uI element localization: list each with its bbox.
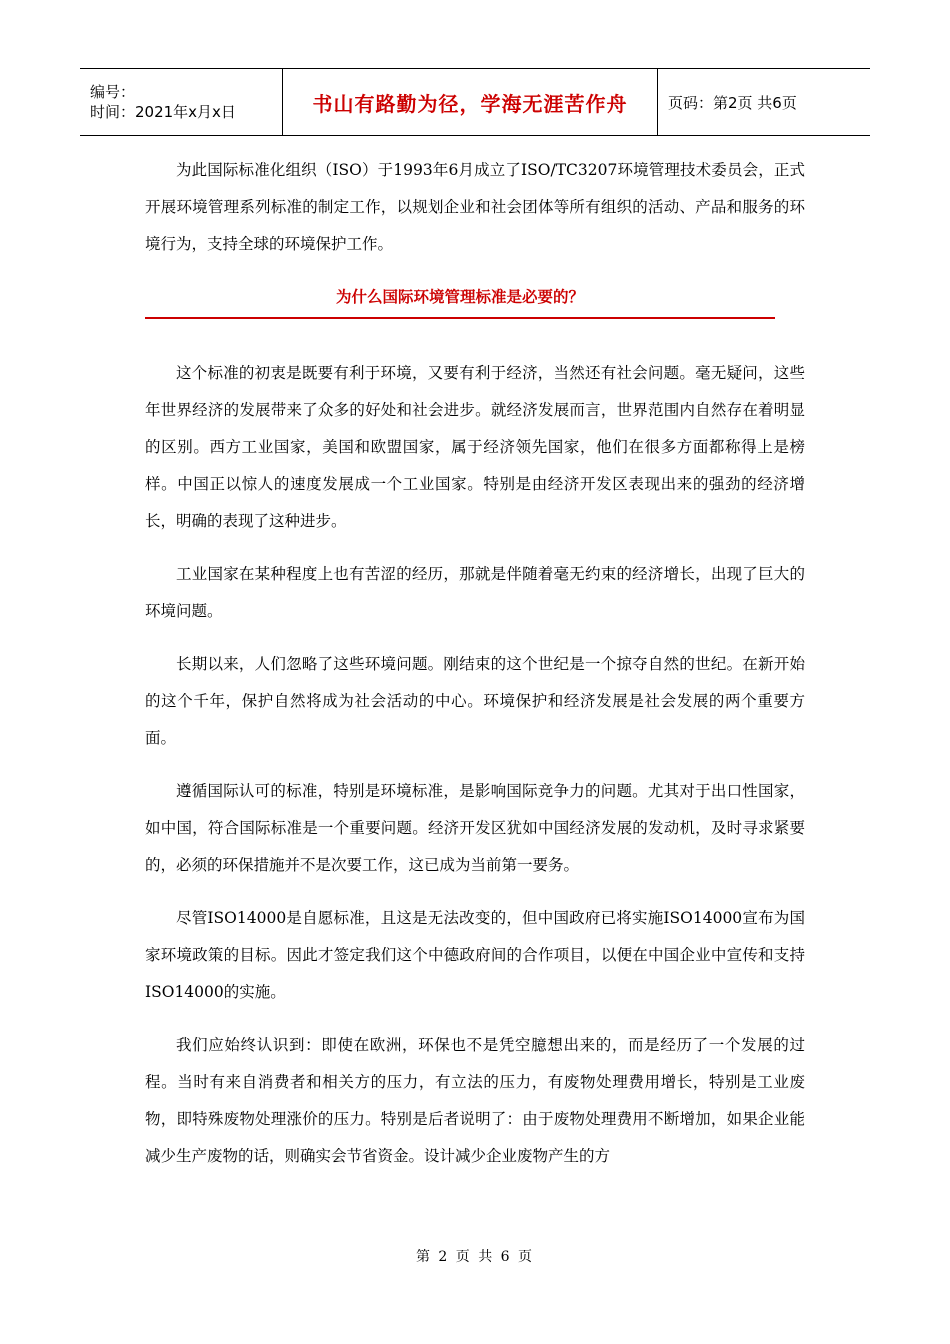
section-heading-block	[145, 285, 775, 319]
body-paragraph: 这个标准的初衷是既要有利于环境，又要有利于经济，当然还有社会问题。毫无疑问，这些年世界经济的发展带来了众多的好处和社会进步。就经济发展而言，世界范围内自然存在着明显的区别。西方工业国家，美国和欧盟国家，属于经济领先国家，他们在很多方面都称得上是榜样。中国正以惊人的速度发展成一个工业国家。特别是由经济开发区表现出来的强劲的经济增长，明确的表现了这种进步。	[145, 364, 805, 530]
body-paragraph: 长期以来，人们忽略了这些环境问题。刚结束的这个世纪是一个掠夺自然的世纪。在新开始的这个千年，保护自然将成为社会活动的中心。环境保护和经济发展是社会发展的两个重要方面。	[145, 655, 805, 747]
section-heading: 为什么国际环境管理标准是必要的？	[145, 285, 775, 319]
intro-paragraph: 为此国际标准化组织（ISO）于1993年6月成立了ISO/TC3207环境管理技术委员会，正式开展环境管理系列标准的制定工作，以规划企业和社会团体等所有组织的活动、产品和服务的环境行为，支持全球的环境保护工作。	[145, 161, 805, 253]
header-motto: 书山有路勤为径，学海无涯苦作舟	[312, 91, 628, 116]
document-number-label: 编号：	[90, 83, 136, 101]
footer-page-number: 第 2 页 共 6 页	[415, 1249, 535, 1265]
header-page-info: 页码：第2页 共6页	[668, 93, 797, 112]
page-footer	[0, 1246, 950, 1266]
header-meta	[80, 69, 282, 135]
body-paragraph: 遵循国际认可的标准，特别是环境标准，是影响国际竞争力的问题。尤其对于出口性国家，如中国，符合国际标准是一个重要问题。经济开发区犹如中国经济发展的发动机，及时寻求紧要的，必须的环保措施并不是次要工作，这已成为当前第一要务。	[145, 782, 805, 874]
header-page-info-cell	[658, 69, 870, 135]
document-date: 时间：2021年x月x日	[90, 103, 236, 121]
header-motto-cell	[282, 69, 658, 135]
body-paragraph: 工业国家在某种程度上也有苦涩的经历，那就是伴随着毫无约束的经济增长，出现了巨大的环境问题。	[145, 565, 805, 620]
body-paragraph: 尽管ISO14000是自愿标准，且这是无法改变的，但中国政府已将实施ISO14000宣布为国家环境政策的目标。因此才签定我们这个中德政府间的合作项目，以便在中国企业中宣传和支持ISO14000的实施。	[145, 909, 805, 1001]
page-header	[80, 68, 870, 136]
document-body	[145, 152, 805, 1191]
body-paragraph: 我们应始终认识到：即使在欧洲，环保也不是凭空臆想出来的，而是经历了一个发展的过程。当时有来自消费者和相关方的压力，有立法的压力，有废物处理费用增长，特别是工业废物，即特殊废物处理涨价的压力。特别是后者说明了：由于废物处理费用不断增加，如果企业能减少生产废物的话，则确实会节省资金。设计减少企业废物产生的方	[145, 1036, 805, 1165]
